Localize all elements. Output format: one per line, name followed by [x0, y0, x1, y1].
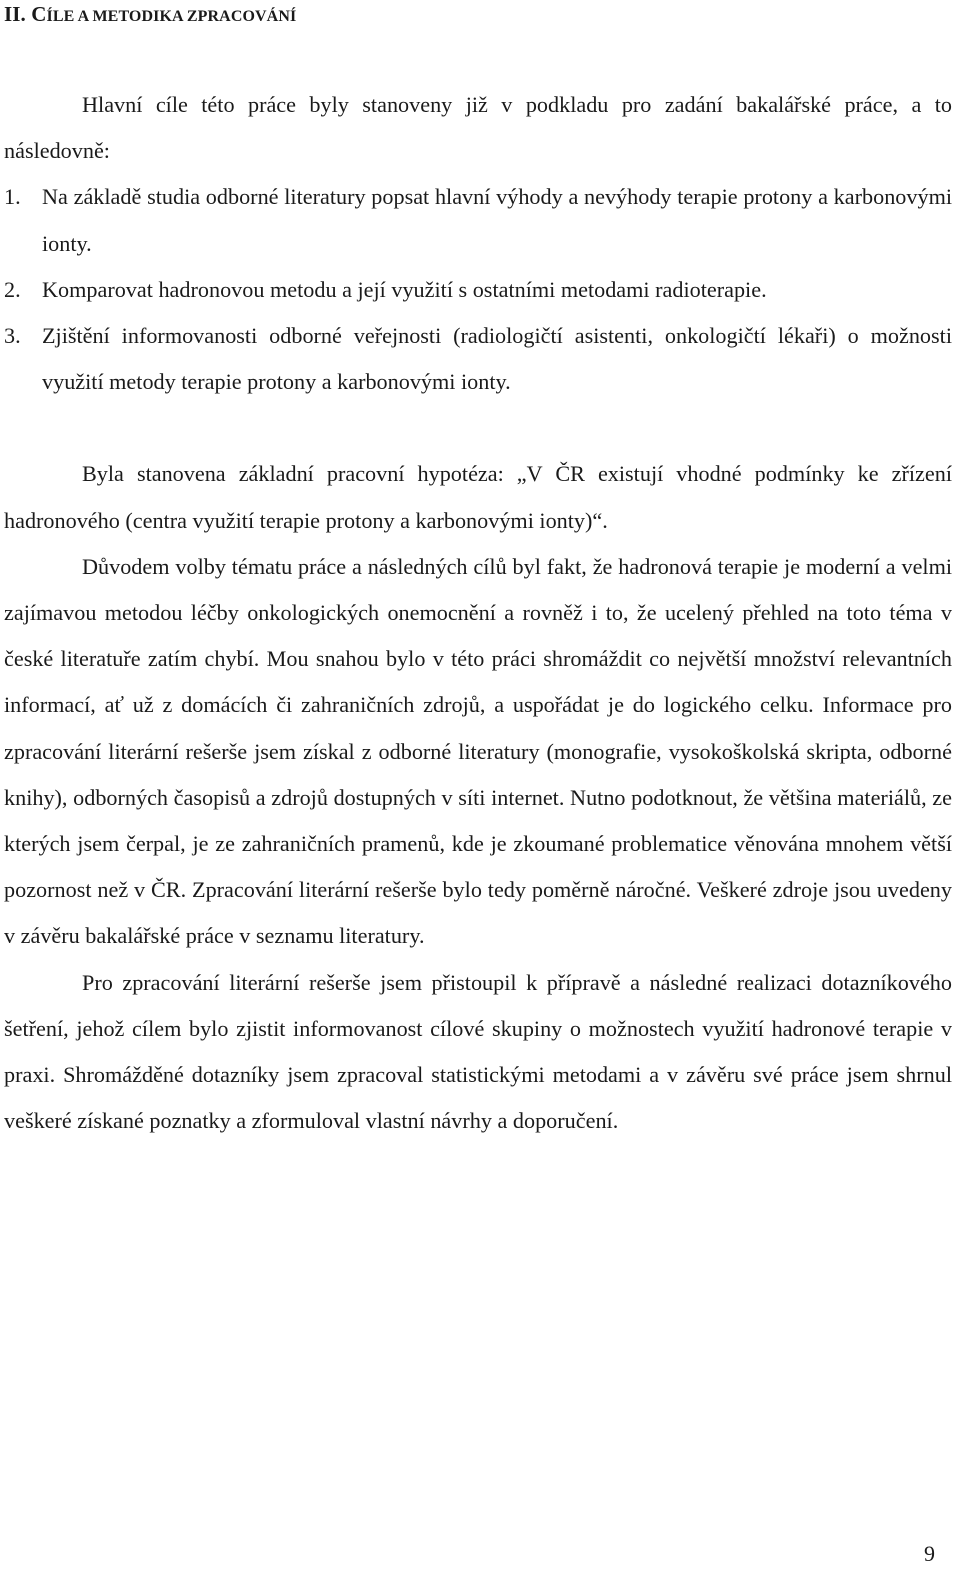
document-page [4, 0, 952, 1144]
goal-number: 1. [4, 184, 21, 210]
goal-number: 3. [4, 323, 21, 349]
goal-number: 2. [4, 276, 21, 302]
goal-text: Komparovat hadronovou metodu a její využití s ostatními metodami radioterapie. [42, 276, 767, 302]
page-number: 9 [924, 1541, 935, 1566]
hypothesis-paragraph: Byla stanovena základní pracovní hypotéza: „V ČR existují vhodné podmínky ke zřízení hadronového (centra využití terapie protony a karbonovými ionty)“. [4, 461, 952, 533]
chapter-heading-rest: ÍLE A METODIKA ZPRACOVÁNÍ [46, 8, 297, 25]
goal-text: Zjištění informovanosti odborné veřejnosti (radiologičtí asistenti, onkologičtí lékaři) o možnosti využití metody terapie protony a karbonovými ionty. [42, 323, 952, 395]
goal-item-3 [4, 313, 952, 405]
methods-paragraph: Pro zpracování literární rešerše jsem přistoupil k přípravě a následné realizaci dotazníkového šetření, jehož cílem bylo zjistit informovanost cílové skupiny o možnostech využití hadronové terapie v praxi. Shromážděné dotazníky jsem zpracoval statistickými metodami a v závěru své práce jsem shrnul veškeré získané poznatky a zformuloval vlastní návrhy a doporučení. [4, 969, 952, 1134]
goal-text: Na základě studia odborné literatury popsat hlavní výhody a nevýhody terapie protony a karbonovými ionty. [42, 184, 952, 256]
goal-item-2 [4, 267, 952, 313]
chapter-heading [4, 0, 952, 30]
goals-list [4, 174, 952, 405]
intro-paragraph: Hlavní cíle této práce byly stanoveny již v podkladu pro zadání bakalářské práce, a to následovně: [4, 92, 952, 164]
motivation-paragraph: Důvodem volby tématu práce a následných cílů byl fakt, že hadronová terapie je moderní a velmi zajímavou metodou léčby onkologických onemocnění a rovněž i to, že ucelený přehled na toto téma v české literatuře zatím chybí. Mou snahou bylo v této práci shromáždit co největší množství relevantních informací, ať už z domácích či zahraničních zdrojů, a uspořádat je do logického celku. Informace pro zpracování literární rešerše jsem získal z odborné literatury (monografie, vysokoškolská skripta, odborné knihy), odborných časopisů a zdrojů dostupných v síti internet. Nutno podotknout, že většina materiálů, ze kterých jsem čerpal, je ze zahraničních pramenů, kde je zkoumané problematice věnována mnohem větší pozornost než v ČR. Zpracování literární rešerše bylo tedy poměrně náročné. Veškeré zdroje jsou uvedeny v závěru bakalářské práce v seznamu literatury. [4, 553, 952, 949]
goal-item-1 [4, 174, 952, 266]
chapter-heading-prefix: II. C [4, 2, 47, 26]
